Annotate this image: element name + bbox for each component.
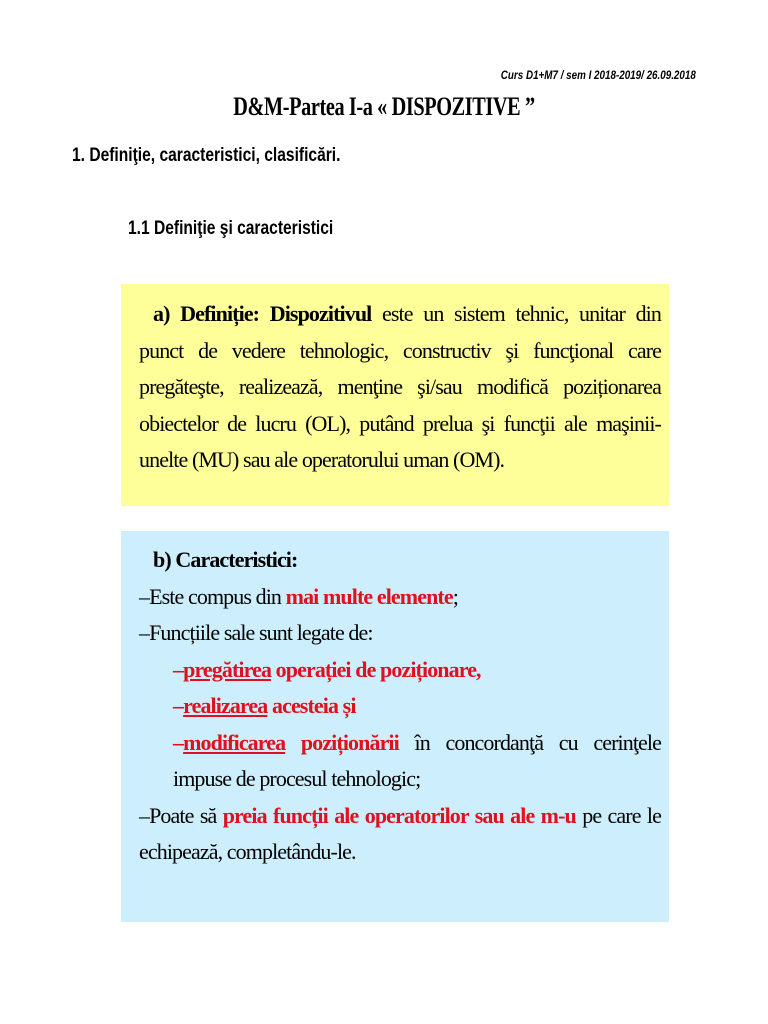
characteristic-item-1: [139, 579, 661, 616]
sub-item-3: [139, 725, 661, 798]
item3-highlight: preia funcții ale operatorilor sau ale m-u: [222, 802, 576, 828]
definition-term: Dispozitivul: [269, 301, 372, 326]
sub3-underlined: modificarea: [183, 729, 286, 755]
sub1-underlined: pregătirea: [183, 656, 272, 682]
sub1-dash: –: [173, 656, 184, 682]
item3-suffix: pe care le echipează, completându-le.: [139, 802, 661, 864]
sub3-text: în concordanţă cu cerinţele impuse de procesul tehnologic;: [173, 729, 661, 791]
item1-suffix: ;: [452, 583, 458, 609]
sub2-underlined: realizarea: [183, 693, 268, 718]
characteristic-item-3: [139, 798, 661, 871]
definition-text: este un sistem tehnic, unitar din punct de vedere tehnologic, constructiv şi funcţional care pregăteşte, realizează, menţine şi/sau modifică poziționarea obiectelor de lucru (OL), putând prelua şi funcţii ale maşinii-unelte (MU) sau ale operatorului uman (OM).: [139, 301, 661, 472]
sub-item-1: [139, 652, 661, 689]
characteristics-box: [121, 531, 669, 922]
subsection-heading: 1.1 Definiţie şi caracteristici: [128, 218, 334, 239]
sub3-highlight: poziționării: [285, 729, 399, 755]
page-title: D&M-Partea I-a « DISPOZITIVE ”: [233, 92, 535, 121]
characteristics-label: b) Caracteristici:: [153, 547, 298, 572]
section-heading: 1. Definiţie, caracteristici, clasificări.: [72, 145, 341, 166]
sub2-rest: acesteia și: [267, 693, 356, 718]
characteristic-item-2: –Funcțiile sale sunt legate de:: [139, 620, 373, 645]
sub2-dash: –: [173, 693, 184, 718]
definition-label: a) Definiție:: [153, 301, 260, 326]
item1-highlight: mai multe elemente: [285, 583, 453, 609]
item3-prefix: –Poate să: [139, 802, 223, 828]
item1-prefix: –Este compus din: [139, 583, 286, 609]
sub3-dash: –: [173, 729, 184, 755]
sub1-rest: operației de poziționare,: [271, 656, 481, 682]
definition-box: [121, 284, 669, 506]
sub-item-2: [139, 688, 661, 725]
course-reference: Curs D1+M7 / sem I 2018-2019/ 26.09.2018: [500, 68, 696, 82]
